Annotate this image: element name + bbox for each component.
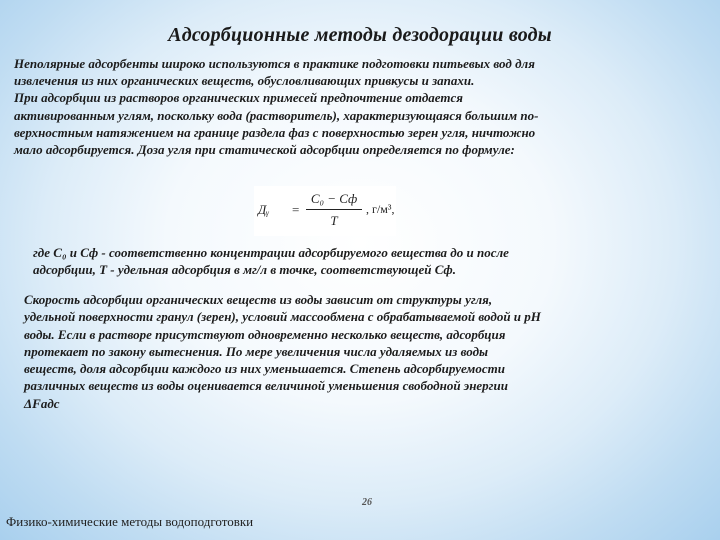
text-line: При адсорбции из растворов органических примесей предпочтение отдается (14, 90, 463, 106)
text-line: различных веществ из воды оценивается величиной уменьшения свободной энергии (24, 378, 508, 394)
formula-fraction-bar (306, 209, 362, 210)
text-line: ΔFадс (24, 395, 60, 411)
formula-lhs: Дᵧ (258, 202, 270, 217)
paragraph-adsorption-rate (24, 291, 704, 412)
formula-numerator: C₀ − Cф (310, 191, 358, 206)
text-line: удельной поверхности гранул (зерен), условий массообмена с обрабатываемой водой и рН (24, 309, 541, 325)
formula-unit: , г/м³, (366, 202, 395, 216)
text-line: воды. Если в растворе присутствуют одновременно несколько веществ, адсорбция (24, 326, 506, 342)
text-line: где C₀ и Cф - соответственно концентрации адсорбируемого вещества до и после (33, 245, 509, 260)
text-line: мало адсорбируется. Доза угля при статической адсорбции определяется по формуле: (14, 142, 515, 158)
text-line: протекает по закону вытеснения. По мере увеличения числа удаляемых из воды (24, 343, 489, 359)
formula-denominator: T (330, 213, 338, 228)
dose-formula (254, 186, 396, 236)
text-line: веществ, доля адсорбции каждого из них уменьшается. Степень адсорбируемости (24, 361, 505, 377)
text-line: извлечения из них органических веществ, обусловливающих привкусы и запахи. (14, 73, 475, 89)
paragraph-definitions (33, 244, 705, 278)
slide-title: Адсорбционные методы дезодорации воды (168, 24, 552, 46)
formula-box (254, 186, 396, 236)
text-line: активированным углям, поскольку вода (растворитель), характеризующаяся большим по- (14, 107, 539, 123)
text-line: верхностным натяжением на границе раздела фаз с поверхностью зерен угля, ничтожно (14, 124, 536, 140)
text-line: Скорость адсорбции органических веществ из воды зависит от структуры угля, (24, 292, 493, 307)
text-line: адсорбции, T - удельная адсорбция в мг/л в точке, соответствующей Cф. (33, 262, 456, 278)
text-line: Неполярные адсорбенты широко используются в практике подготовки питьевых вод для (14, 56, 535, 71)
page-number: 26 (362, 497, 372, 508)
formula-equals: = (292, 202, 300, 217)
paragraph-intro (14, 55, 700, 158)
footer-text: Физико-химические методы водоподготовки (6, 514, 254, 529)
